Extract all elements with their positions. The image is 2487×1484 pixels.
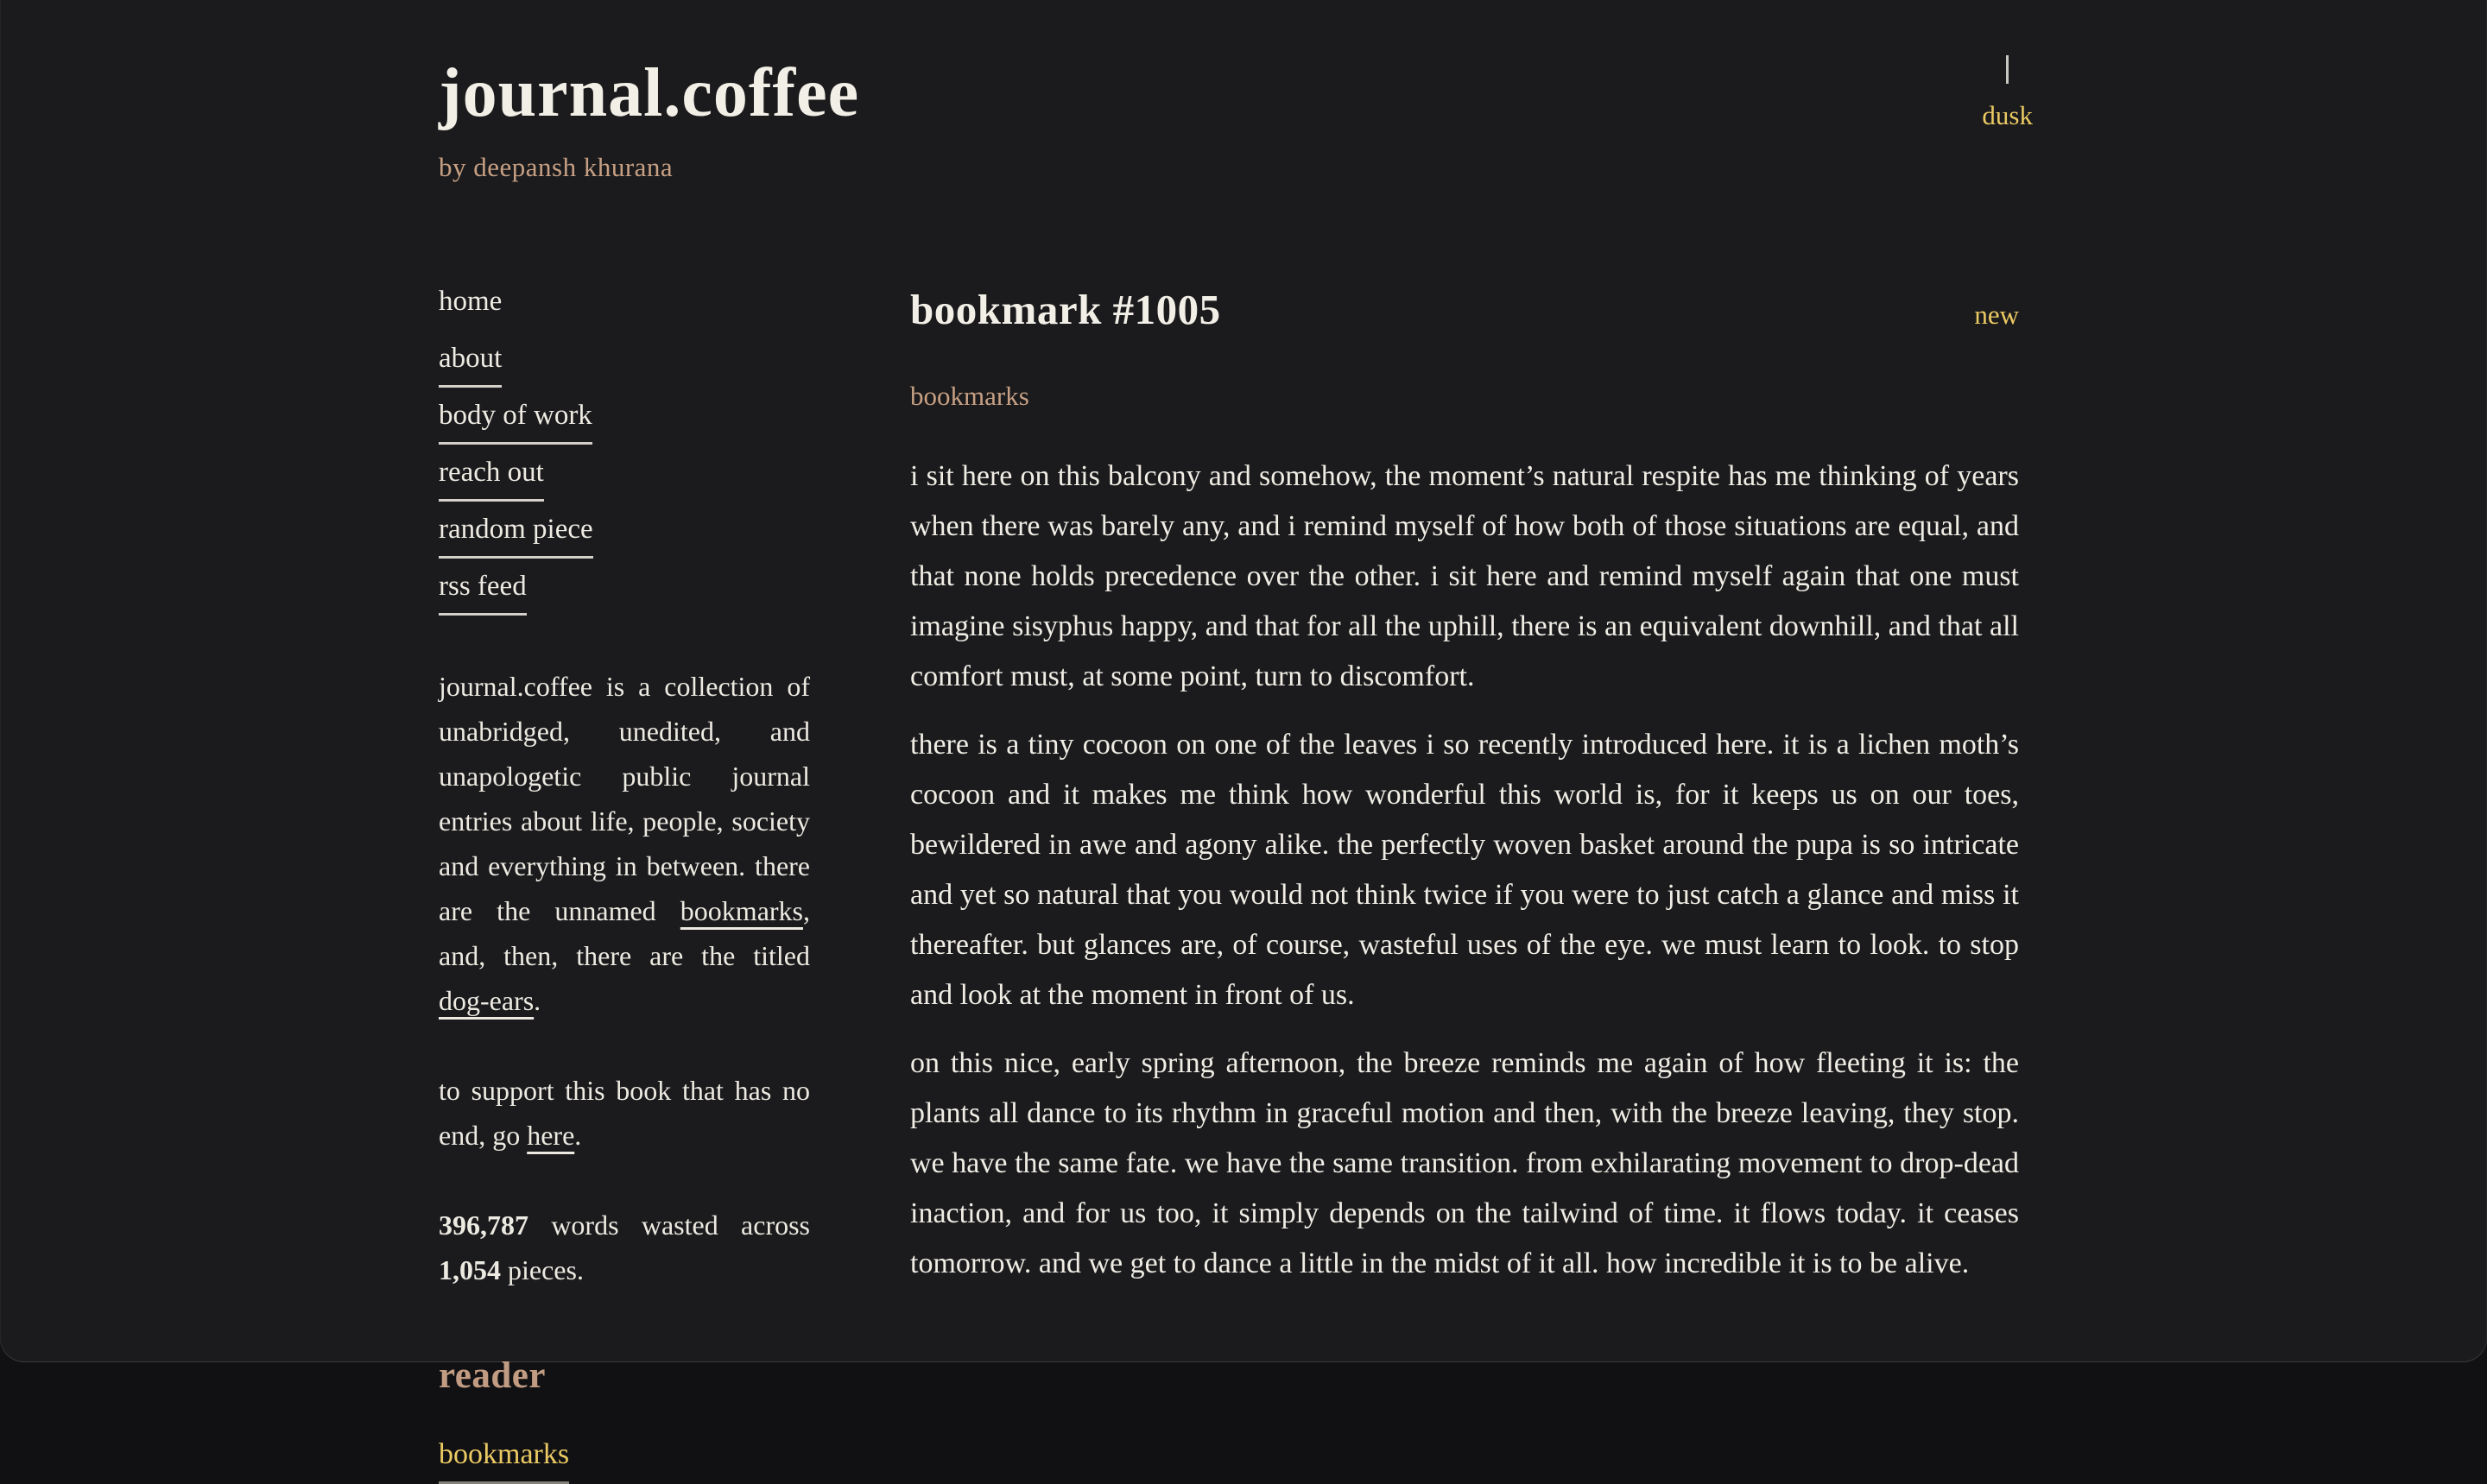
sidebar-description: journal.coffee is a collection of unabridged, unedited, and unapologetic public journal entries about life, people, society and everything in between. there are the unnamed bookmarks, and, then, there are the titled dog-ears. [439, 671, 810, 1016]
support-note: to support this book that has no end, go here. [439, 1075, 810, 1151]
entry-category-link[interactable]: bookmarks [910, 381, 1029, 411]
new-entry-link[interactable]: new [1974, 300, 2019, 330]
sidebar-nav-item [439, 342, 810, 388]
stat-number: 396,787 [439, 1209, 528, 1241]
sidebar-item-rss-feed[interactable]: rss feed [439, 570, 527, 616]
entry-paragraph: i sit here on this balcony and somehow, the moment’s natural respite has me thinking of years when there was barely any, and i remind myself of how both of those situations are equal, and that none holds precedence over the other. i sit here and remind myself again that one must imagine sisyphus happy, and that for all the uphill, there is an equivalent downhill, and that all comfort must, at some point, turn to discomfort. [910, 460, 2019, 692]
sidebar-nav-item [439, 456, 810, 502]
bookmarks-inline-link[interactable]: bookmarks [680, 895, 803, 926]
sidebar-nav-item [439, 513, 810, 559]
sidebar-bookmarks-link[interactable]: bookmarks [439, 1438, 569, 1484]
columns [439, 285, 2019, 1484]
sidebar-nav [439, 285, 810, 616]
sidebar [439, 285, 810, 1484]
byline: by deepansh khurana [439, 152, 674, 182]
theme-toggle[interactable] [1982, 55, 2033, 131]
reader-heading: reader [439, 1355, 546, 1396]
sidebar-nav-item [439, 285, 810, 331]
entry-header [910, 285, 2019, 334]
theme-toggle-link[interactable]: dusk [1982, 100, 2033, 130]
entry-paragraph: on this nice, early spring afternoon, the breeze reminds me again of how fleeting it is: the plants all dance to its rhythm in graceful motion and then, with the breeze leaving, they stop. we have the same fate. we have the same transition. from exhilarating movement to drop-dead inaction, and for us too, it simply depends on the tailwind of time. it flows today. it ceases tomorrow. and we get to dance a little in the midst of it all. how incredible it is to be alive. [910, 1047, 2019, 1279]
sidebar-nav-item [439, 570, 810, 616]
theme-cursor-bar-icon [2006, 55, 2009, 84]
entry-content [910, 285, 2019, 1484]
sidebar-item-random-piece[interactable]: random piece [439, 513, 593, 559]
journal-page [439, 0, 2033, 1484]
dog-ears-inline-link[interactable]: dog-ears [439, 985, 535, 1016]
sidebar-item-home[interactable]: home [439, 286, 503, 317]
entry-title: bookmark #1005 [910, 286, 1221, 333]
sidebar-item-about[interactable]: about [439, 342, 502, 388]
sidebar-item-body-of-work[interactable]: body of work [439, 399, 592, 445]
sidebar-item-reach-out[interactable]: reach out [439, 456, 544, 502]
support-here-link[interactable]: here [527, 1120, 575, 1151]
entry-paragraph: there is a tiny cocoon on one of the leaves i so recently introduced here. it is a lichen moth’s cocoon and it makes me think how wonderful this world is, for it keeps us on our toes, bewildered in awe and agony alike. the perfectly woven basket around the pupa is so intricate and yet so natural that you would not think twice if you were to just catch a glance and miss it thereafter. but glances are, of course, wasteful uses of the eye. we must learn to look. to stop and look at the moment in front of us. [910, 729, 2019, 1011]
site-header [439, 54, 2033, 183]
sidebar-nav-item [439, 399, 810, 445]
stats-note: 396,787 words wasted across 1,054 pieces. [439, 1209, 810, 1285]
stat-number: 1,054 [439, 1254, 501, 1285]
entry-body [910, 452, 2019, 1289]
site-title: journal.coffee [439, 55, 860, 131]
